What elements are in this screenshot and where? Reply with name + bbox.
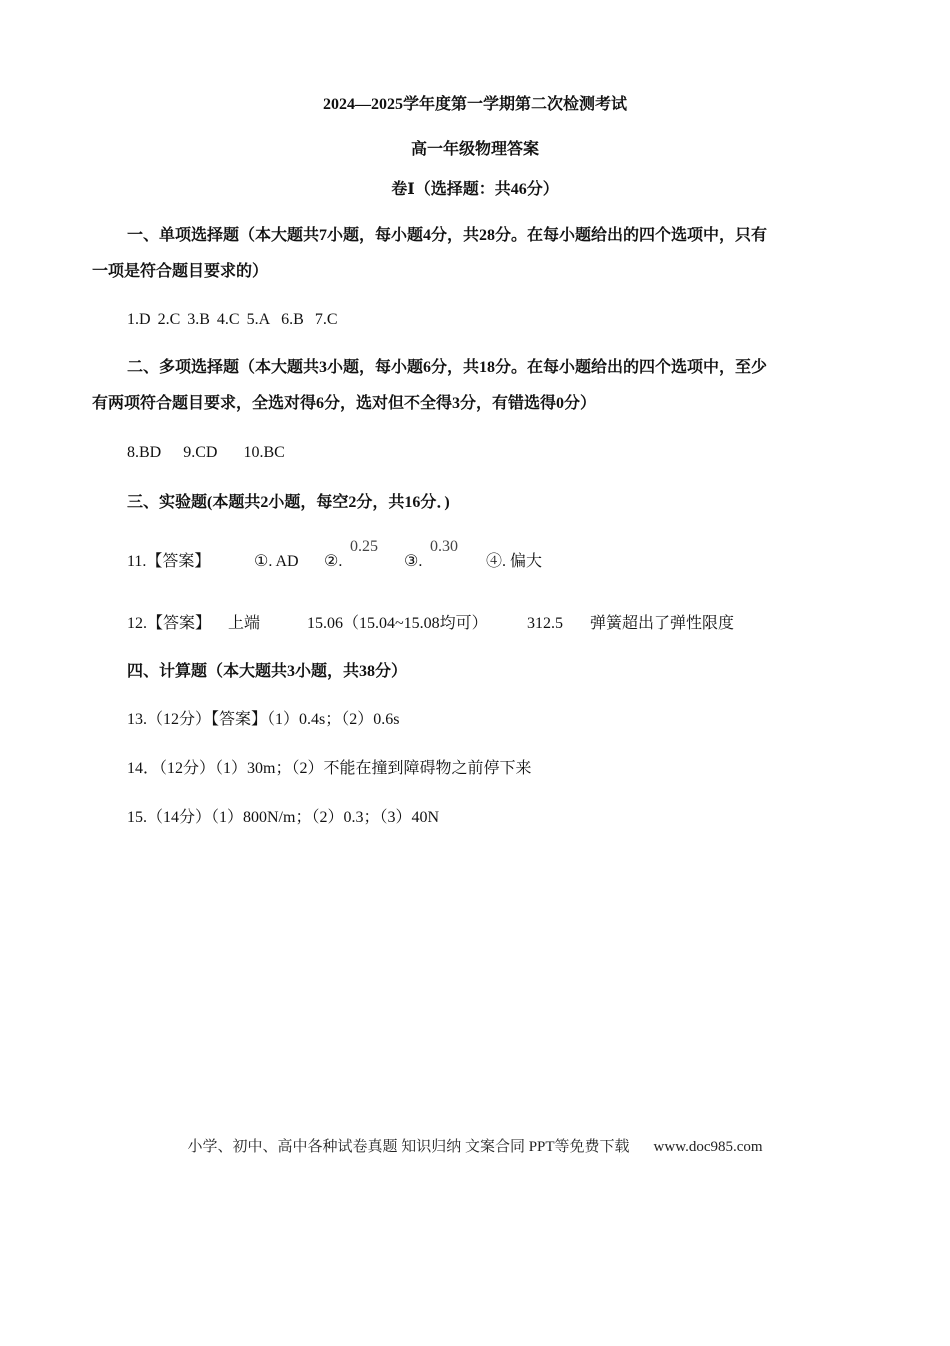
document-title: 2024—2025学年度第一学期第二次检测考试 [322,96,627,113]
q11-answer-4: ④. 偏大 [486,553,543,570]
q11-answer-3-value: 0.30 [430,538,458,555]
answer-2: 2.C [157,311,181,328]
footer-text: 小学、初中、高中各种试卷真题 知识归纳 文案合同 PPT等免费下载 [187,1139,630,1155]
q12-answer-1: 上端 [228,615,261,632]
section2-heading-line1: 二、多项选择题（本大题共3小题，每小题6分，共18分。在每小题给出的四个选项中，至少 [127,359,768,376]
section2-answers [127,443,285,463]
document-subtitle: 高一年级物理答案 [410,141,539,158]
q11-answer-2-prefix: ②. [324,553,343,570]
part-heading: 卷Ⅰ（选择题：共46分） [391,181,559,198]
q11-answer-3-prefix: ③. [404,553,423,570]
q11-answer-2-value: 0.25 [350,538,378,555]
section3-heading: 三、实验题(本题共2小题，每空2分，共16分．) [127,494,450,511]
q11-answer-1: ①. AD [254,553,299,570]
q11-label: 11.【答案】 [127,553,211,570]
q14-answer: 14．（12分）（1）30m；（2）不能在撞到障碍物之前停下来 [127,760,532,777]
q12-label: 12.【答案】 [127,615,212,632]
answer-3: 3.B [187,311,210,328]
section4-heading: 四、计算题（本大题共3小题，共38分） [127,663,408,680]
answer-10: 10.BC [243,444,285,461]
section1-heading-line2: 一项是符合题目要求的） [92,263,269,280]
footer-url[interactable]: www.doc985.com [653,1139,763,1155]
answer-8: 8.BD [127,444,162,461]
answer-6: 6.B [281,311,304,328]
section1-heading-line1: 一、单项选择题（本大题共7小题，每小题4分，共28分。在每小题给出的四个选项中，只有 [127,227,768,244]
q12-answer-3: 312.5 [527,615,563,632]
section2-heading-line2: 有两项符合题目要求，全选对得6分，选对但不全得3分，有错选得0分） [92,395,597,412]
answer-9: 9.CD [183,444,218,461]
q12-answer-2: 15.06（15.04~15.08均可） [307,615,488,632]
page-footer [0,1135,950,1156]
q15-answer: 15.（14分）（1）800N/m；（2）0.3；（3）40N [127,809,440,826]
answer-1: 1.D [127,311,151,328]
q13-answer: 13.（12分）【答案】（1）0.4s；（2）0.6s [127,711,400,728]
answer-7: 7.C [314,311,338,328]
section1-answers [127,310,337,330]
answer-5: 5.A [246,311,271,328]
answer-4: 4.C [216,311,240,328]
q12-answer-4: 弹簧超出了弹性限度 [590,615,735,632]
